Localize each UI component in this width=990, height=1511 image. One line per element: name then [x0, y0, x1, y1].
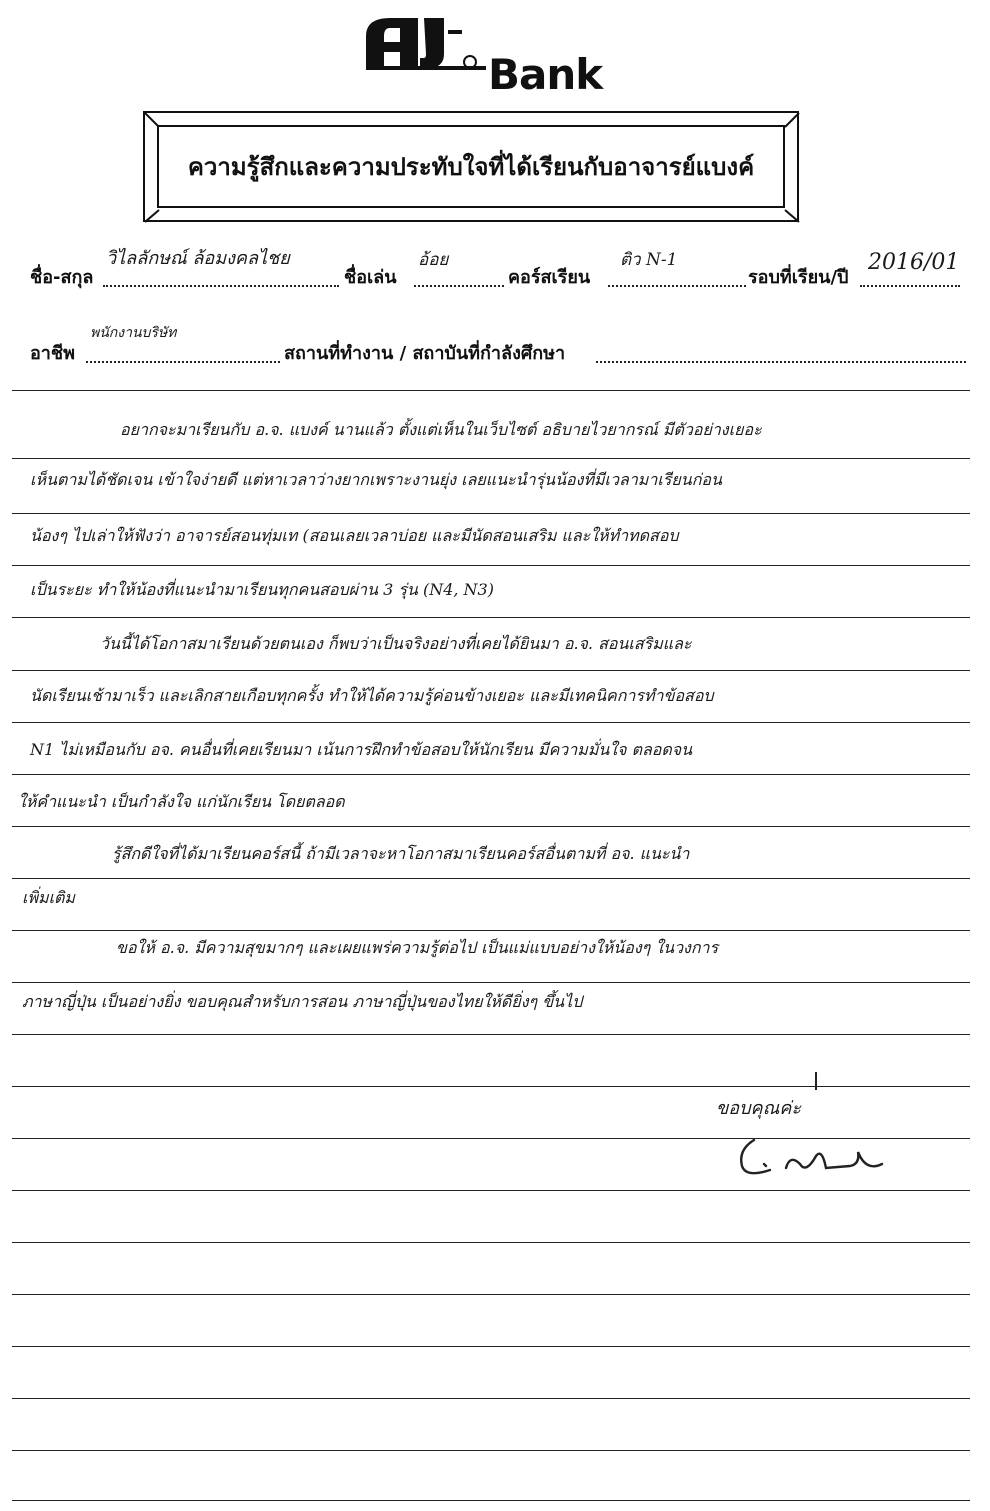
ruled-line [12, 513, 970, 514]
ruled-line [12, 670, 970, 671]
title-inner [157, 125, 785, 208]
workplace-dots [596, 361, 966, 363]
signature-label: ขอบคุณค่ะ [716, 1098, 801, 1119]
signature-mark [812, 1070, 820, 1092]
ruled-line [12, 930, 970, 931]
body-line: อยากจะมาเรียนกับ อ.จ. แบงค์ นานแล้ว ตั้งแต่เห็นในเว็บไซต์ อธิบายไวยากรณ์ มีตัวอย่างเยอะ [120, 420, 762, 439]
body-line: เห็นตามได้ชัดเจน เข้าใจง่ายดี แต่หาเวลาว่างยากเพราะงานยุ่ง เลยแนะนำรุ่นน้องที่มีเวลามาเรียนก่อน [30, 470, 722, 489]
body-line: นัดเรียนเช้ามาเร็ว และเลิกสายเกือบทุกครั้ง ทำให้ได้ความรู้ค่อนข้างเยอะ และมีเทคนิคการทำข้อสอบ [30, 686, 714, 705]
ruled-line [12, 617, 970, 618]
body-line: น้องๆ ไปเล่าให้ฟังว่า อาจารย์สอนทุ่มเท (สอนเลยเวลาบ่อย และมีนัดสอนเสริม และให้ทำทดสอบ [30, 526, 679, 545]
aj-logo-icon [360, 14, 490, 70]
body-line: รู้สึกดีใจที่ได้มาเรียนคอร์สนี้ ถ้ามีเวลาจะหาโอกาสมาเรียนคอร์สอื่นตามที่ อจ. แนะนำ [112, 844, 690, 863]
nickname-label: ชื่อเล่น [344, 267, 397, 288]
body-line: ขอให้ อ.จ. มีความสุขมากๆ และเผยแพร่ความรู้ต่อไป เป็นแม่แบบอย่างให้น้องๆ ในวงการ [116, 938, 719, 957]
ruled-line [12, 878, 970, 879]
ruled-line [12, 1450, 970, 1451]
course-dots [608, 285, 746, 287]
body-line: เพิ่มเติม [22, 888, 75, 907]
name-label: ชื่อ-สกุล [30, 267, 94, 288]
occupation-value: พนักงานบริษัท [90, 325, 177, 341]
round-label: รอบที่เรียน/ปี [748, 267, 849, 288]
name-value: วิไลลักษณ์ ล้อมงคลไชย [106, 248, 290, 269]
ruled-line [12, 1500, 970, 1501]
ruled-line [12, 1398, 970, 1399]
body-line: ให้คำแนะนำ เป็นกำลังใจ แก่นักเรียน โดยตลอด [18, 792, 345, 811]
occupation-label: อาชีพ [30, 343, 75, 364]
ruled-line [12, 1242, 970, 1243]
course-label: คอร์สเรียน [508, 267, 591, 288]
occupation-dots [86, 361, 280, 363]
name-dots [103, 285, 339, 287]
ruled-line [12, 1034, 970, 1035]
round-dots [860, 285, 960, 287]
signature-scribble [730, 1134, 890, 1182]
logo-text: Bank [488, 50, 603, 99]
ruled-line [12, 982, 970, 983]
ruled-line [12, 1346, 970, 1347]
ruled-line [12, 774, 970, 775]
workplace-label: สถานที่ทำงาน / สถาบันที่กำลังศึกษา [284, 343, 566, 364]
ruled-line [12, 1294, 970, 1295]
course-value: ติว N-1 [620, 250, 678, 270]
body-line: วันนี้ได้โอกาสมาเรียนด้วยตนเอง ก็พบว่าเป็นจริงอย่างที่เคยได้ยินมา อ.จ. สอนเสริมและ [100, 634, 692, 653]
page-title: ความรู้สึกและความประทับใจที่ได้เรียนกับอาจารย์แบงค์ [187, 153, 755, 181]
logo-tagline-bar [366, 66, 486, 70]
body-line: ภาษาญี่ปุ่น เป็นอย่างยิ่ง ขอบคุณสำหรับการสอน ภาษาญี่ปุ่นของไทยให้ดียิ่งๆ ขึ้นไป [22, 992, 583, 1011]
ruled-line [12, 458, 970, 459]
bank-logo [360, 14, 603, 99]
ruled-line [12, 1190, 970, 1191]
body-line: เป็นระยะ ทำให้น้องที่แนะนำมาเรียนทุกคนสอบผ่าน 3 รุ่น (N4, N3) [30, 580, 494, 599]
ruled-line [12, 390, 970, 391]
nickname-dots [414, 285, 504, 287]
ruled-line [12, 826, 970, 827]
ruled-line [12, 565, 970, 566]
ruled-line [12, 722, 970, 723]
ruled-line [12, 1086, 970, 1087]
nickname-value: อ้อย [418, 250, 449, 270]
title-frame [143, 111, 799, 222]
body-line: N1 ไม่เหมือนกับ อจ. คนอื่นที่เคยเรียนมา เน้นการฝึกทำข้อสอบให้นักเรียน มีความมั่นใจ ตลอดจน [30, 740, 693, 759]
round-value: 2016/01 [868, 250, 960, 275]
